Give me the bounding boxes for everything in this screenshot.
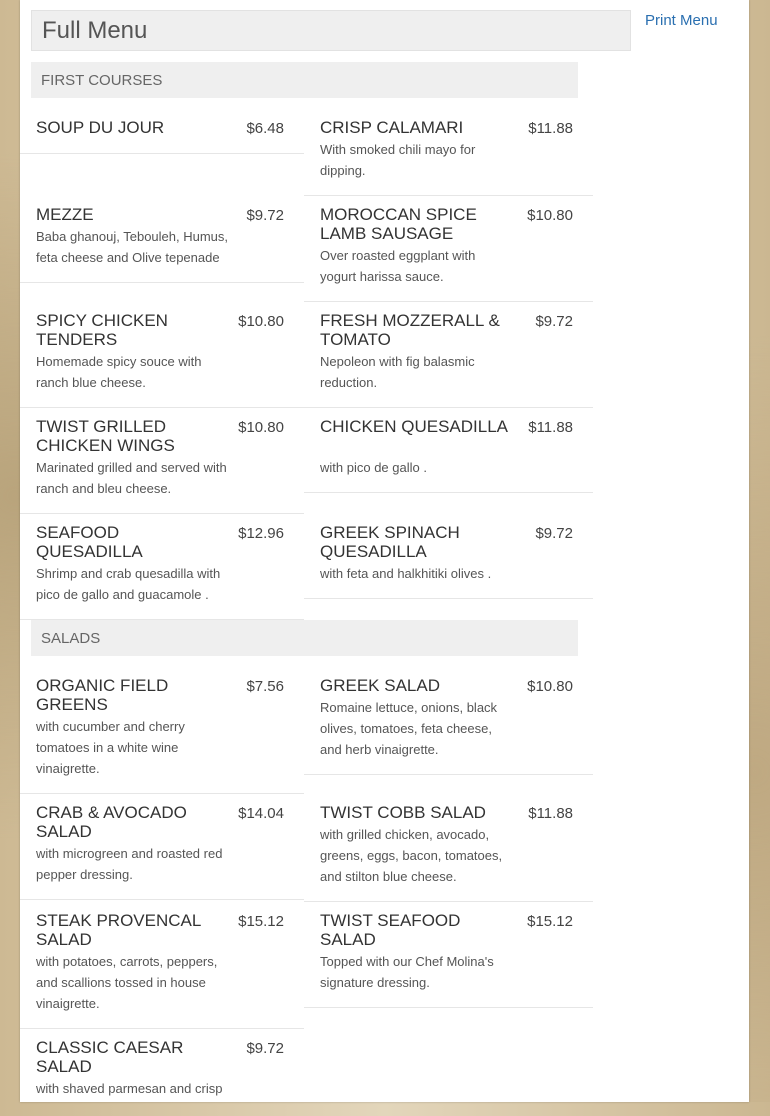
item-price: $10.80 [238, 313, 284, 330]
item-name: CHICKEN QUESADILLA [320, 417, 508, 436]
item-name: ORGANIC FIELD GREENS [36, 676, 169, 714]
item-name: TWIST COBB SALAD [320, 803, 486, 822]
item-name: MOROCCAN SPICE LAMB SAUSAGE [320, 205, 477, 243]
menu-item [304, 193, 593, 302]
item-description: Over roasted eggplant with yogurt harissa sauce. [320, 248, 476, 284]
item-description: Baba ghanouj, Tebouleh, Humus, feta cheese and Olive tepenade [36, 229, 229, 265]
item-name: SOUP DU JOUR [36, 118, 165, 137]
item-name: SPICY CHICKEN TENDERS [36, 311, 168, 349]
item-price: $11.88 [528, 120, 573, 137]
menu-item [304, 664, 593, 775]
item-price: $9.72 [535, 525, 573, 542]
item-name: FRESH MOZZERALL & TOMATO [320, 311, 500, 349]
item-name: STEAK PROVENCAL SALAD [36, 911, 201, 949]
item-description: Homemade spicy souce with ranch blue cheese. [36, 354, 202, 390]
item-description: Shrimp and crab quesadilla with pico de gallo and guacamole . [36, 566, 221, 602]
item-description: with feta and halkhitiki olives . [320, 566, 492, 581]
menu-item [20, 299, 304, 408]
item-price: $10.80 [238, 419, 284, 436]
menu-item [304, 405, 593, 493]
item-price: $10.80 [527, 207, 573, 224]
menu-item [20, 106, 304, 154]
print-menu-link[interactable]: Print Menu [645, 12, 718, 29]
menu-item [304, 511, 593, 599]
item-price: $15.12 [238, 913, 284, 930]
item-description: with pico de gallo . [320, 460, 427, 475]
item-name: TWIST SEAFOOD SALAD [320, 911, 461, 949]
section-title: FIRST COURSES [41, 72, 163, 89]
menu-item [20, 511, 304, 620]
item-name: SEAFOOD QUESADILLA [36, 523, 143, 561]
item-description: with microgreen and roasted red pepper dressing. [36, 846, 223, 882]
menu-item [304, 899, 593, 1008]
menu-item [20, 405, 304, 514]
section-title: SALADS [41, 630, 101, 647]
item-description: Topped with our Chef Molina's signature dressing. [320, 954, 494, 990]
item-description: Marinated grilled and served with ranch and bleu cheese. [36, 460, 227, 496]
item-name: GREEK SPINACH QUESADILLA [320, 523, 460, 561]
menu-item [20, 1026, 304, 1116]
item-price: $9.72 [535, 313, 573, 330]
menu-item [20, 664, 304, 794]
item-name: CRAB & AVOCADO SALAD [36, 803, 187, 841]
item-price: $14.04 [238, 805, 284, 822]
item-description: with shaved parmesan and crisp [36, 1081, 223, 1096]
menu-item [304, 106, 593, 196]
menu-item [20, 791, 304, 900]
section-header-salads [31, 620, 578, 656]
menu-item [304, 299, 593, 408]
item-name: CRISP CALAMARI [320, 118, 464, 137]
item-price: $7.56 [246, 678, 284, 695]
item-description: With smoked chili mayo for dipping. [320, 142, 476, 178]
item-price: $12.96 [238, 525, 284, 542]
item-price: $11.88 [528, 805, 573, 822]
item-name: MEZZE [36, 205, 94, 224]
item-description: with potatoes, carrots, peppers, and scallions tossed in house vinaigrette. [36, 954, 218, 1011]
page-title-bar [31, 10, 631, 51]
item-price: $11.88 [528, 419, 573, 436]
item-name: TWIST GRILLED CHICKEN WINGS [36, 417, 175, 455]
item-price: $9.72 [246, 1040, 284, 1057]
item-price: $15.12 [527, 913, 573, 930]
section-header-first-courses [31, 62, 578, 98]
item-price: $9.72 [246, 207, 284, 224]
menu-item [20, 899, 304, 1029]
item-description: with cucumber and cherry tomatoes in a white wine vinaigrette. [36, 719, 185, 776]
item-price: $10.80 [527, 678, 573, 695]
menu-item [304, 791, 593, 902]
item-description: Romaine lettuce, onions, black olives, tomatoes, feta cheese, and herb vinaigrette. [320, 700, 498, 757]
page-title: Full Menu [42, 17, 148, 44]
menu-item [20, 193, 304, 283]
item-description: with grilled chicken, avocado, greens, eggs, bacon, tomatoes, and stilton blue cheese. [320, 827, 503, 884]
menu-page [20, 0, 749, 1102]
item-price: $6.48 [246, 120, 284, 137]
item-name: CLASSIC CAESAR SALAD [36, 1038, 184, 1076]
item-description: Nepoleon with fig balasmic reduction. [320, 354, 475, 390]
item-name: GREEK SALAD [320, 676, 440, 695]
